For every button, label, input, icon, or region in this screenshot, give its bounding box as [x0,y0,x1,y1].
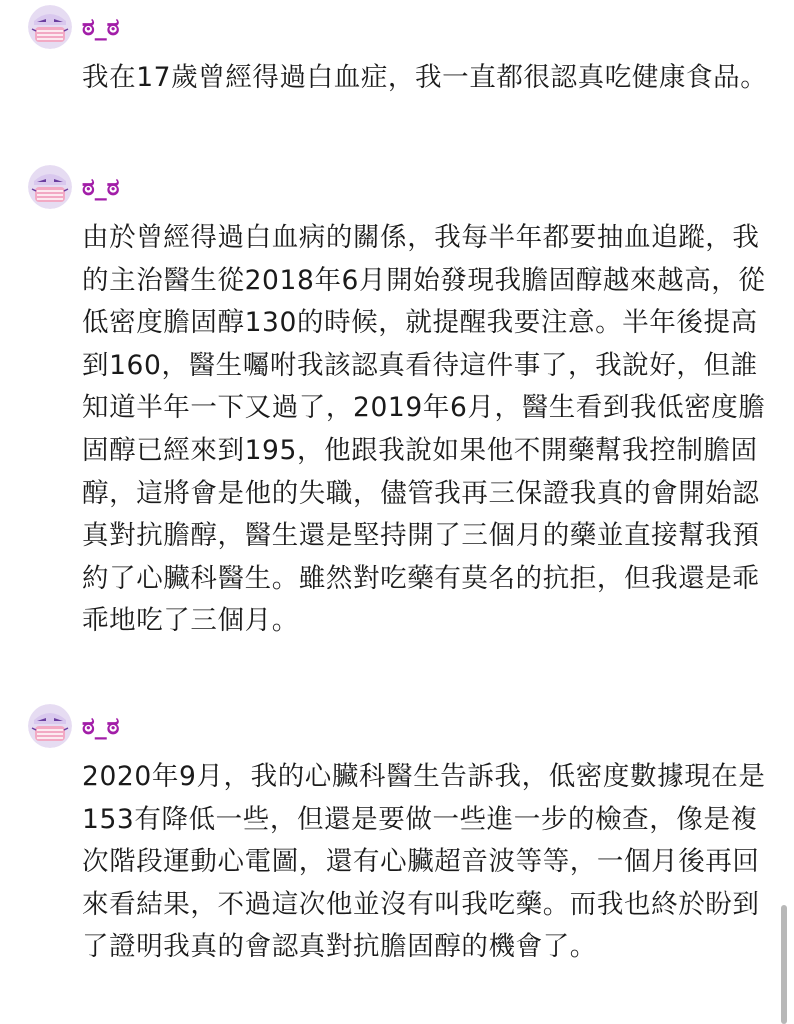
comment-header [28,4,119,50]
user-avatar-icon[interactable] [28,165,72,209]
username[interactable]: ಠ_ಠ [82,712,120,740]
comment-text: 我在17歲曾經得過白血症，我一直都很認真吃健康食品。 [82,62,768,93]
comment-text: 由於曾經得過白血病的關係，我每半年都要抽血追蹤，我的主治醫生從2018年6月開始發現我膽固醇越來越高，從低密度膽固醇130的時候，就提醒我要注意。半年後提高到160，醫生囑咐我該認真看待這件事了，我說好，但誰知道半年一下又過了，2019年6月，醫生看到我低密度膽固醇已經來到195，他跟我說如果他不開藥幫我控制膽固醇，這將會是他的失職，儘管我再三保證我真的會開始認真對抗膽醇，醫生還是堅持開了三個月的藥並直接幫我預約了心臟科醫生。雖然對吃藥有莫名的抗拒，但我還是乖乖地吃了三個月。 [82,222,766,637]
user-avatar-icon[interactable] [28,5,72,49]
username[interactable]: ಠ_ಠ [82,173,120,201]
scrollbar-thumb[interactable] [781,905,787,1024]
username[interactable]: ಠ_ಠ [82,13,120,41]
comment-header [28,703,119,749]
comment-text: 2020年9月，我的心臟科醫生告訴我，低密度數據現在是153有降低一些，但還是要做一些進一步的檢查，像是複次階段運動心電圖，還有心臟超音波等等，一個月後再回來看結果，不過這次他並沒有叫我吃藥。而我也終於盼到了證明我真的會認真對抗膽固醇的機會了。 [82,761,766,963]
comment-header [28,164,119,210]
user-avatar-icon[interactable] [28,704,72,748]
